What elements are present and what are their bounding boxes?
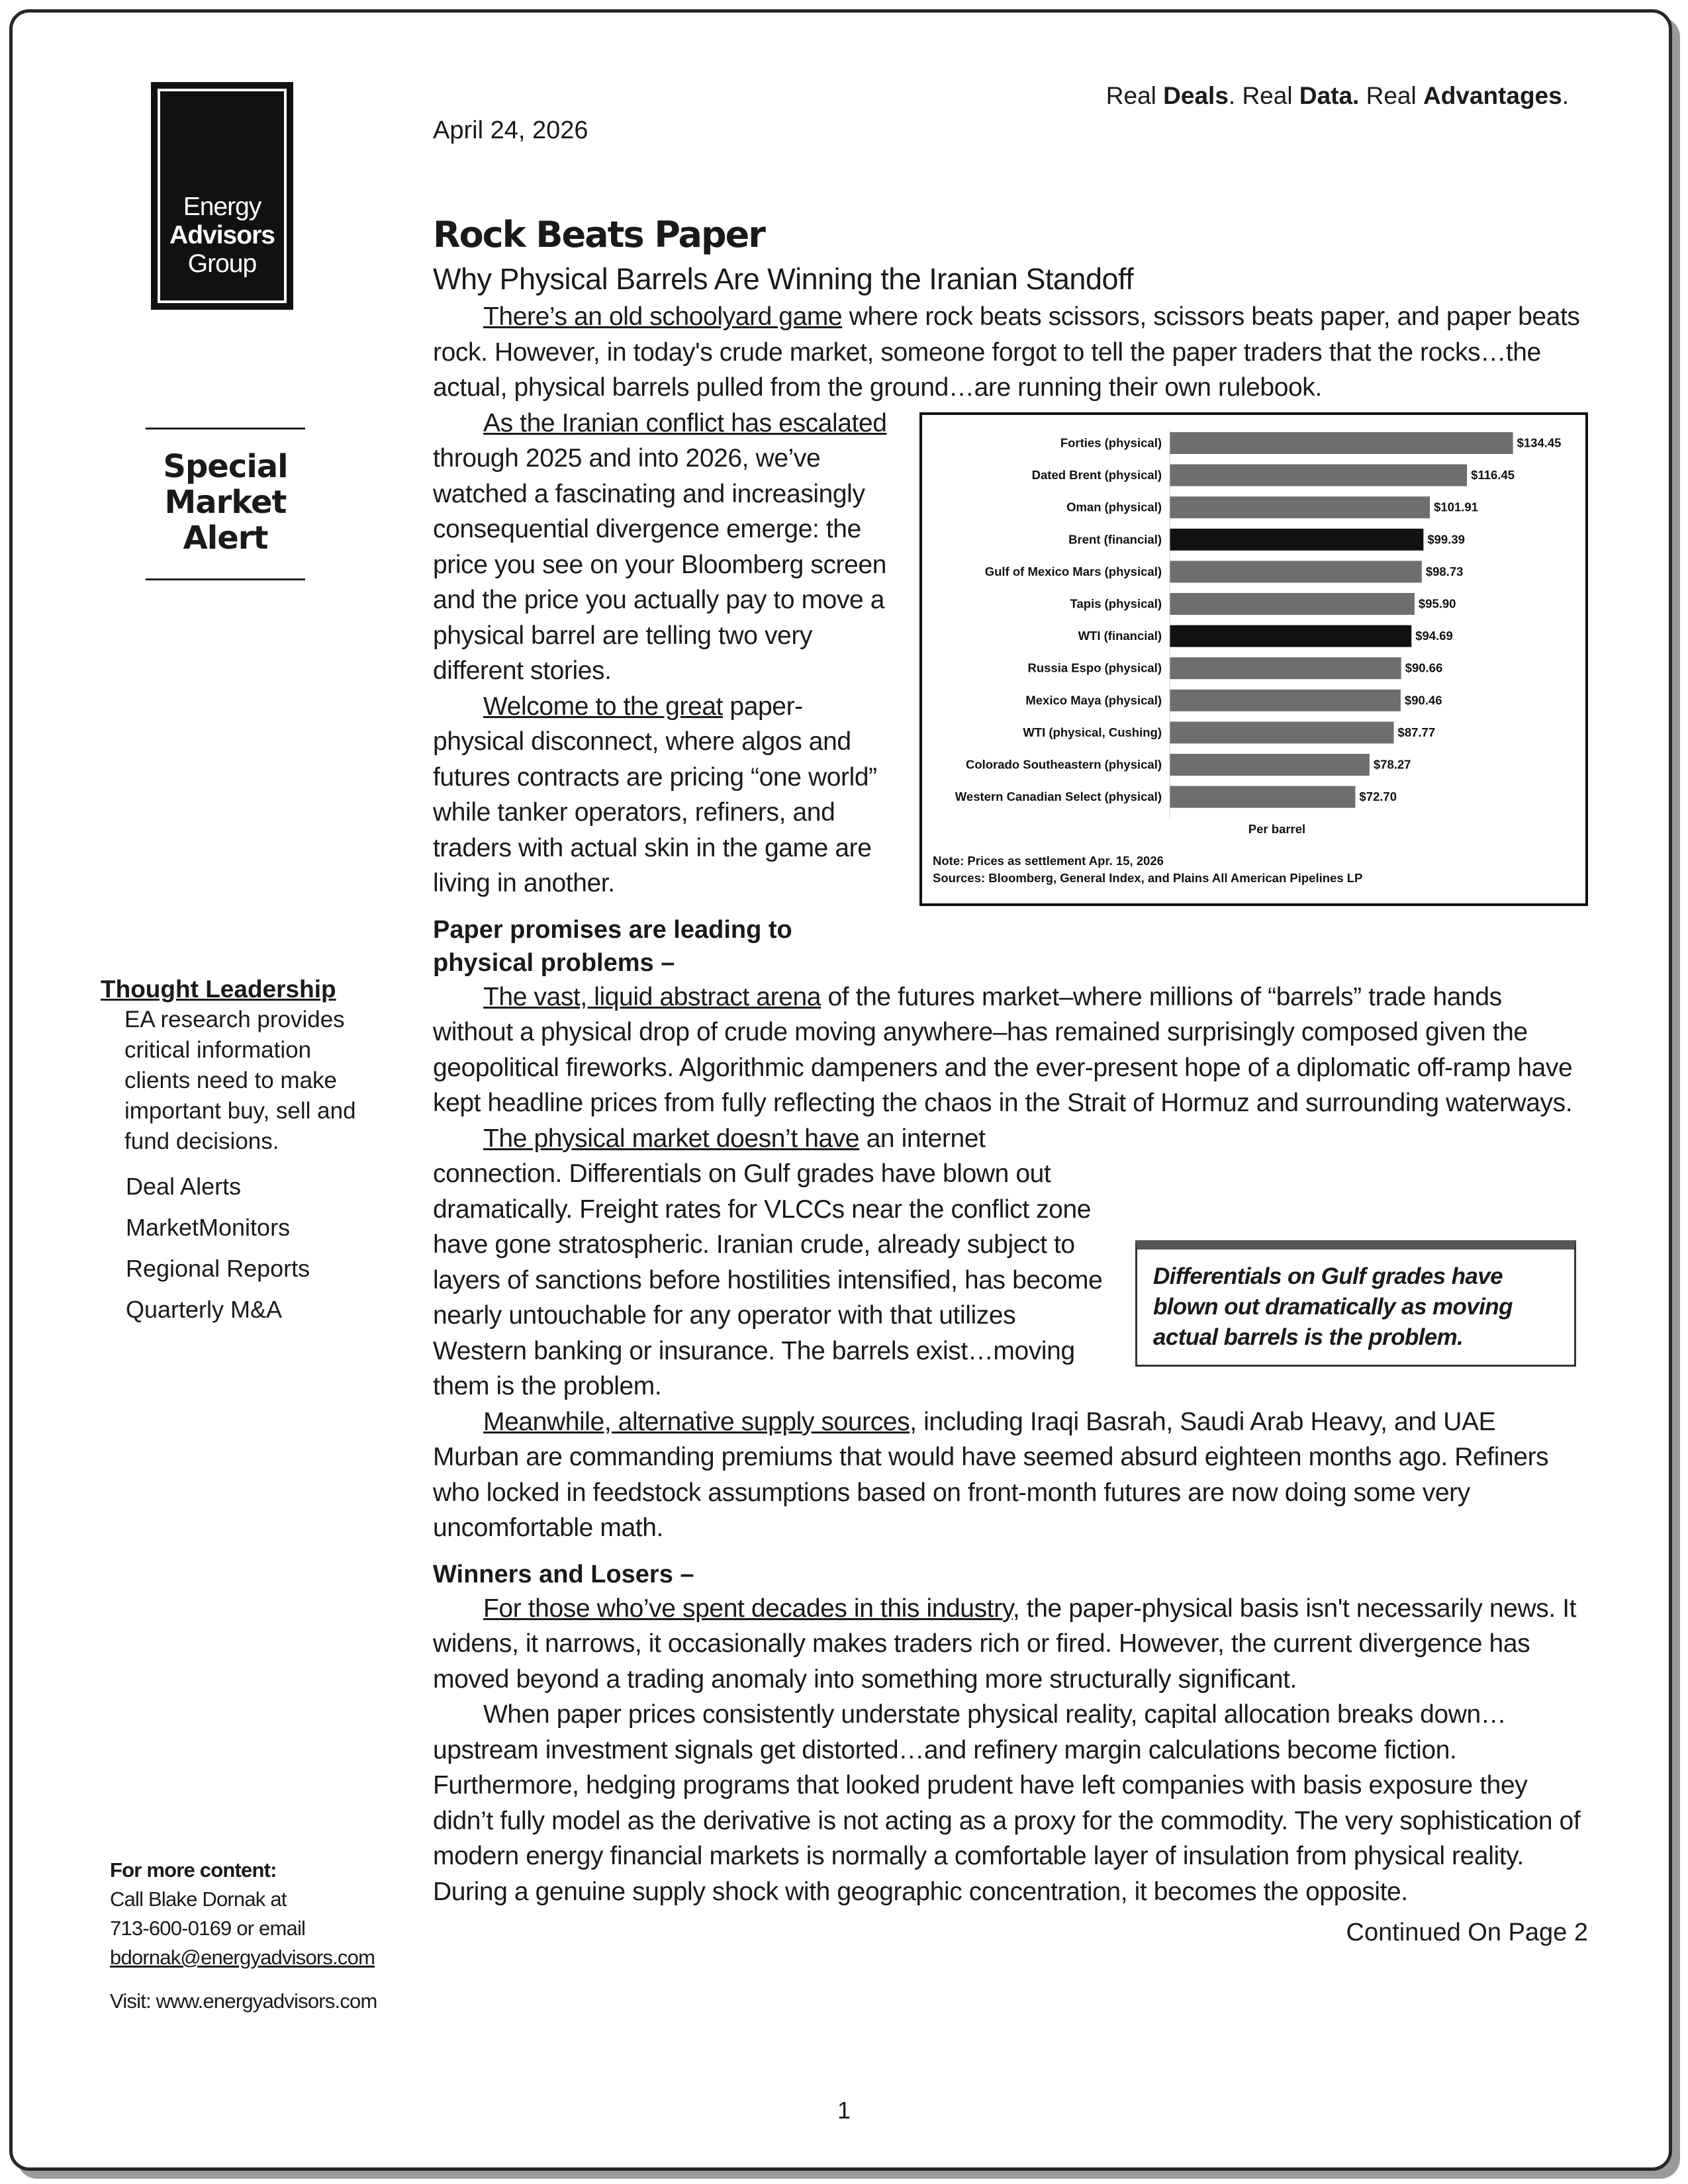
paragraph-6: Meanwhile, alternative supply sources, including Iraqi Basrah, Saudi Arab Heavy, and UAE Murban are commanding premiums that would have seemed absurd eighteen months ago. Refiners who locked in feedstock assumptions based on front-month futures are now doing some very uncomfortable math. [433, 1407, 1549, 1542]
category-label: Western Canadian Select (physical) [955, 789, 1162, 803]
chart-sources: Sources: Bloomberg, General Index, and Plains All American Pipelines LP [933, 870, 1363, 885]
report-links [101, 1166, 365, 1330]
value-label: $78.27 [1373, 757, 1411, 771]
price-bar [1170, 496, 1430, 518]
price-bar [1170, 593, 1415, 615]
company-logo [151, 82, 293, 310]
category-label: Oman (physical) [1066, 500, 1162, 514]
issue-date: April 24, 2026 [433, 116, 588, 144]
paragraph-3: Welcome to the great paper-physical disconnect, where algos and futures contracts are pricing “one world” while tanker operators, refiners, and traders with actual skin in the game are living in another. [433, 692, 877, 897]
paragraph-4: The vast, liquid abstract arena of the futures market–where millions of “barrels” trade hands without a physical drop of crude moving anywhere–has remained surprisingly composed given the geopolitical fireworks. Algorithmic dampeners and the ever-present hope of a diplomatic off-ramp have kept headline prices from fully reflecting the chaos in the Strait of Hormuz and surrounding waterways. [433, 982, 1573, 1117]
contact-info [110, 1856, 388, 2016]
chart-note: Note: Prices as settlement Apr. 15, 2026 [933, 853, 1164, 868]
paragraph-8: When paper prices consistently understate physical reality, capital allocation breaks down…upstream investment signals get distorted…and refinery margin calculations become fiction. Furthermore, hedging programs that looked prudent have left companies with basis exposure they didn’t fully model as the derivative is not acting as a proxy for the commodity. The very sophistication of modern energy financial markets is normally a comfortable layer of insulation from physical reality. During a genuine supply shock with geographic concentration, it becomes the opposite. [433, 1700, 1581, 1906]
value-label: $98.73 [1425, 564, 1464, 578]
value-label: $94.69 [1415, 628, 1453, 643]
article-subtitle: Why Physical Barrels Are Winning the Iranian Standoff [433, 262, 1134, 296]
price-bar [1170, 625, 1411, 647]
continued-link[interactable]: Continued On Page 2 [1346, 1919, 1588, 1946]
value-label: $116.45 [1471, 467, 1515, 482]
link-deal-alerts[interactable]: Deal Alerts [126, 1173, 242, 1200]
category-label: WTI (financial) [1078, 628, 1162, 643]
paragraph-1: There’s an old schoolyard game where rock beats scissors, scissors beats paper, and paper beats rock. However, in today's crude market, someone forgot to tell the paper traders that the rocks…the actual, physical barrels pulled from the ground…are running their own rulebook. [433, 302, 1580, 402]
category-label: Dated Brent (physical) [1031, 467, 1162, 482]
contact-heading: For more content: [110, 1858, 277, 1882]
thought-leadership-heading: Thought Leadership [101, 976, 336, 1003]
special-market-alert: Special Market Alert [163, 448, 288, 557]
logo-line-3: Group [187, 250, 257, 278]
x-axis-label: Per barrel [1248, 821, 1306, 836]
section-heading-paper-promises: Paper promises are leading to physical problems – [433, 915, 792, 977]
category-label: Colorado Southeastern (physical) [965, 757, 1162, 771]
price-bar [1170, 754, 1370, 776]
paragraph-5: The physical market doesn’t have an internet connection. Differentials on Gulf grades have blown out dramatically. Freight rates for VLCCs near the conflict zone have gone stratospheric. Iranian crude, already subject to layers of sanctions before hostilities intensified, has become nearly untouchable for any operator with that utilizes Western banking or insurance. The barrels exist…moving them is the problem. [433, 1124, 1103, 1400]
value-label: $95.90 [1418, 596, 1456, 610]
price-bar [1170, 464, 1467, 486]
price-bar [1170, 721, 1394, 743]
link-quarterly-ma[interactable]: Quarterly M&A [126, 1296, 283, 1323]
price-chart [919, 412, 1588, 906]
article-title: Rock Beats Paper [433, 214, 765, 255]
price-bar [1170, 432, 1513, 454]
section-heading-winners-losers: Winners and Losers – [433, 1560, 694, 1588]
category-label: Forties (physical) [1060, 435, 1162, 449]
divider-bottom [146, 578, 305, 580]
category-label: WTI (physical, Cushing) [1023, 725, 1162, 739]
article [433, 213, 1588, 1947]
thought-leadership-description: EA research provides critical information clients need to make important buy, sell and fund decisions. [124, 1007, 356, 1154]
category-label: Gulf of Mexico Mars (physical) [984, 564, 1162, 578]
contact-line-2: 713-600-0169 or email [110, 1917, 306, 1940]
logo-line-1: Energy [183, 193, 261, 221]
price-bar [1170, 689, 1401, 711]
price-bar [1170, 657, 1401, 679]
page-number: 1 [837, 2097, 851, 2124]
tagline: Real Deals. Real Data. Real Advantages. [1105, 82, 1569, 109]
paragraph-7: For those who’ve spent decades in this industry, the paper-physical basis isn't necessarily news. It widens, it narrows, it occasionally makes traders rich or fired. However, the current divergence has moved beyond a trading anomaly into something more structurally significant. [433, 1594, 1577, 1694]
value-label: $134.45 [1517, 435, 1562, 449]
category-label: Mexico Maya (physical) [1025, 692, 1162, 707]
pull-quote: Differentials on Gulf grades have blown out dramatically as moving actual barrels is the problem. [1135, 1240, 1576, 1367]
category-label: Tapis (physical) [1070, 596, 1162, 610]
category-label: Russia Espo (physical) [1027, 660, 1162, 675]
divider-top [146, 428, 305, 430]
logo-line-2: Advisors [169, 221, 275, 250]
price-bar [1170, 528, 1423, 550]
contact-line-1: Call Blake Dornak at [110, 1888, 287, 1911]
price-bar-chart [922, 415, 1585, 903]
price-bar [1170, 786, 1355, 807]
value-label: $101.91 [1434, 500, 1478, 514]
link-market-monitors[interactable]: MarketMonitors [126, 1214, 291, 1241]
price-bar [1170, 561, 1422, 582]
value-label: $90.66 [1405, 660, 1443, 675]
website-line: Visit: www.energyadvisors.com [110, 1989, 377, 2013]
value-label: $72.70 [1359, 789, 1397, 803]
value-label: $90.46 [1404, 692, 1442, 707]
paragraph-2: As the Iranian conflict has escalated through 2025 and into 2026, we’ve watched a fascinating and increasingly consequential divergence emerge: the price you see on your Bloomberg screen and the price you actually pay to move a physical barrel are telling two very different stories. [433, 408, 887, 685]
value-label: $87.77 [1397, 725, 1436, 739]
link-regional-reports[interactable]: Regional Reports [126, 1255, 310, 1282]
contact-email-link[interactable]: bdornak@energyadvisors.com [110, 1946, 375, 1969]
thought-leadership [101, 974, 365, 1330]
value-label: $99.39 [1427, 531, 1465, 546]
category-label: Brent (financial) [1068, 531, 1162, 546]
